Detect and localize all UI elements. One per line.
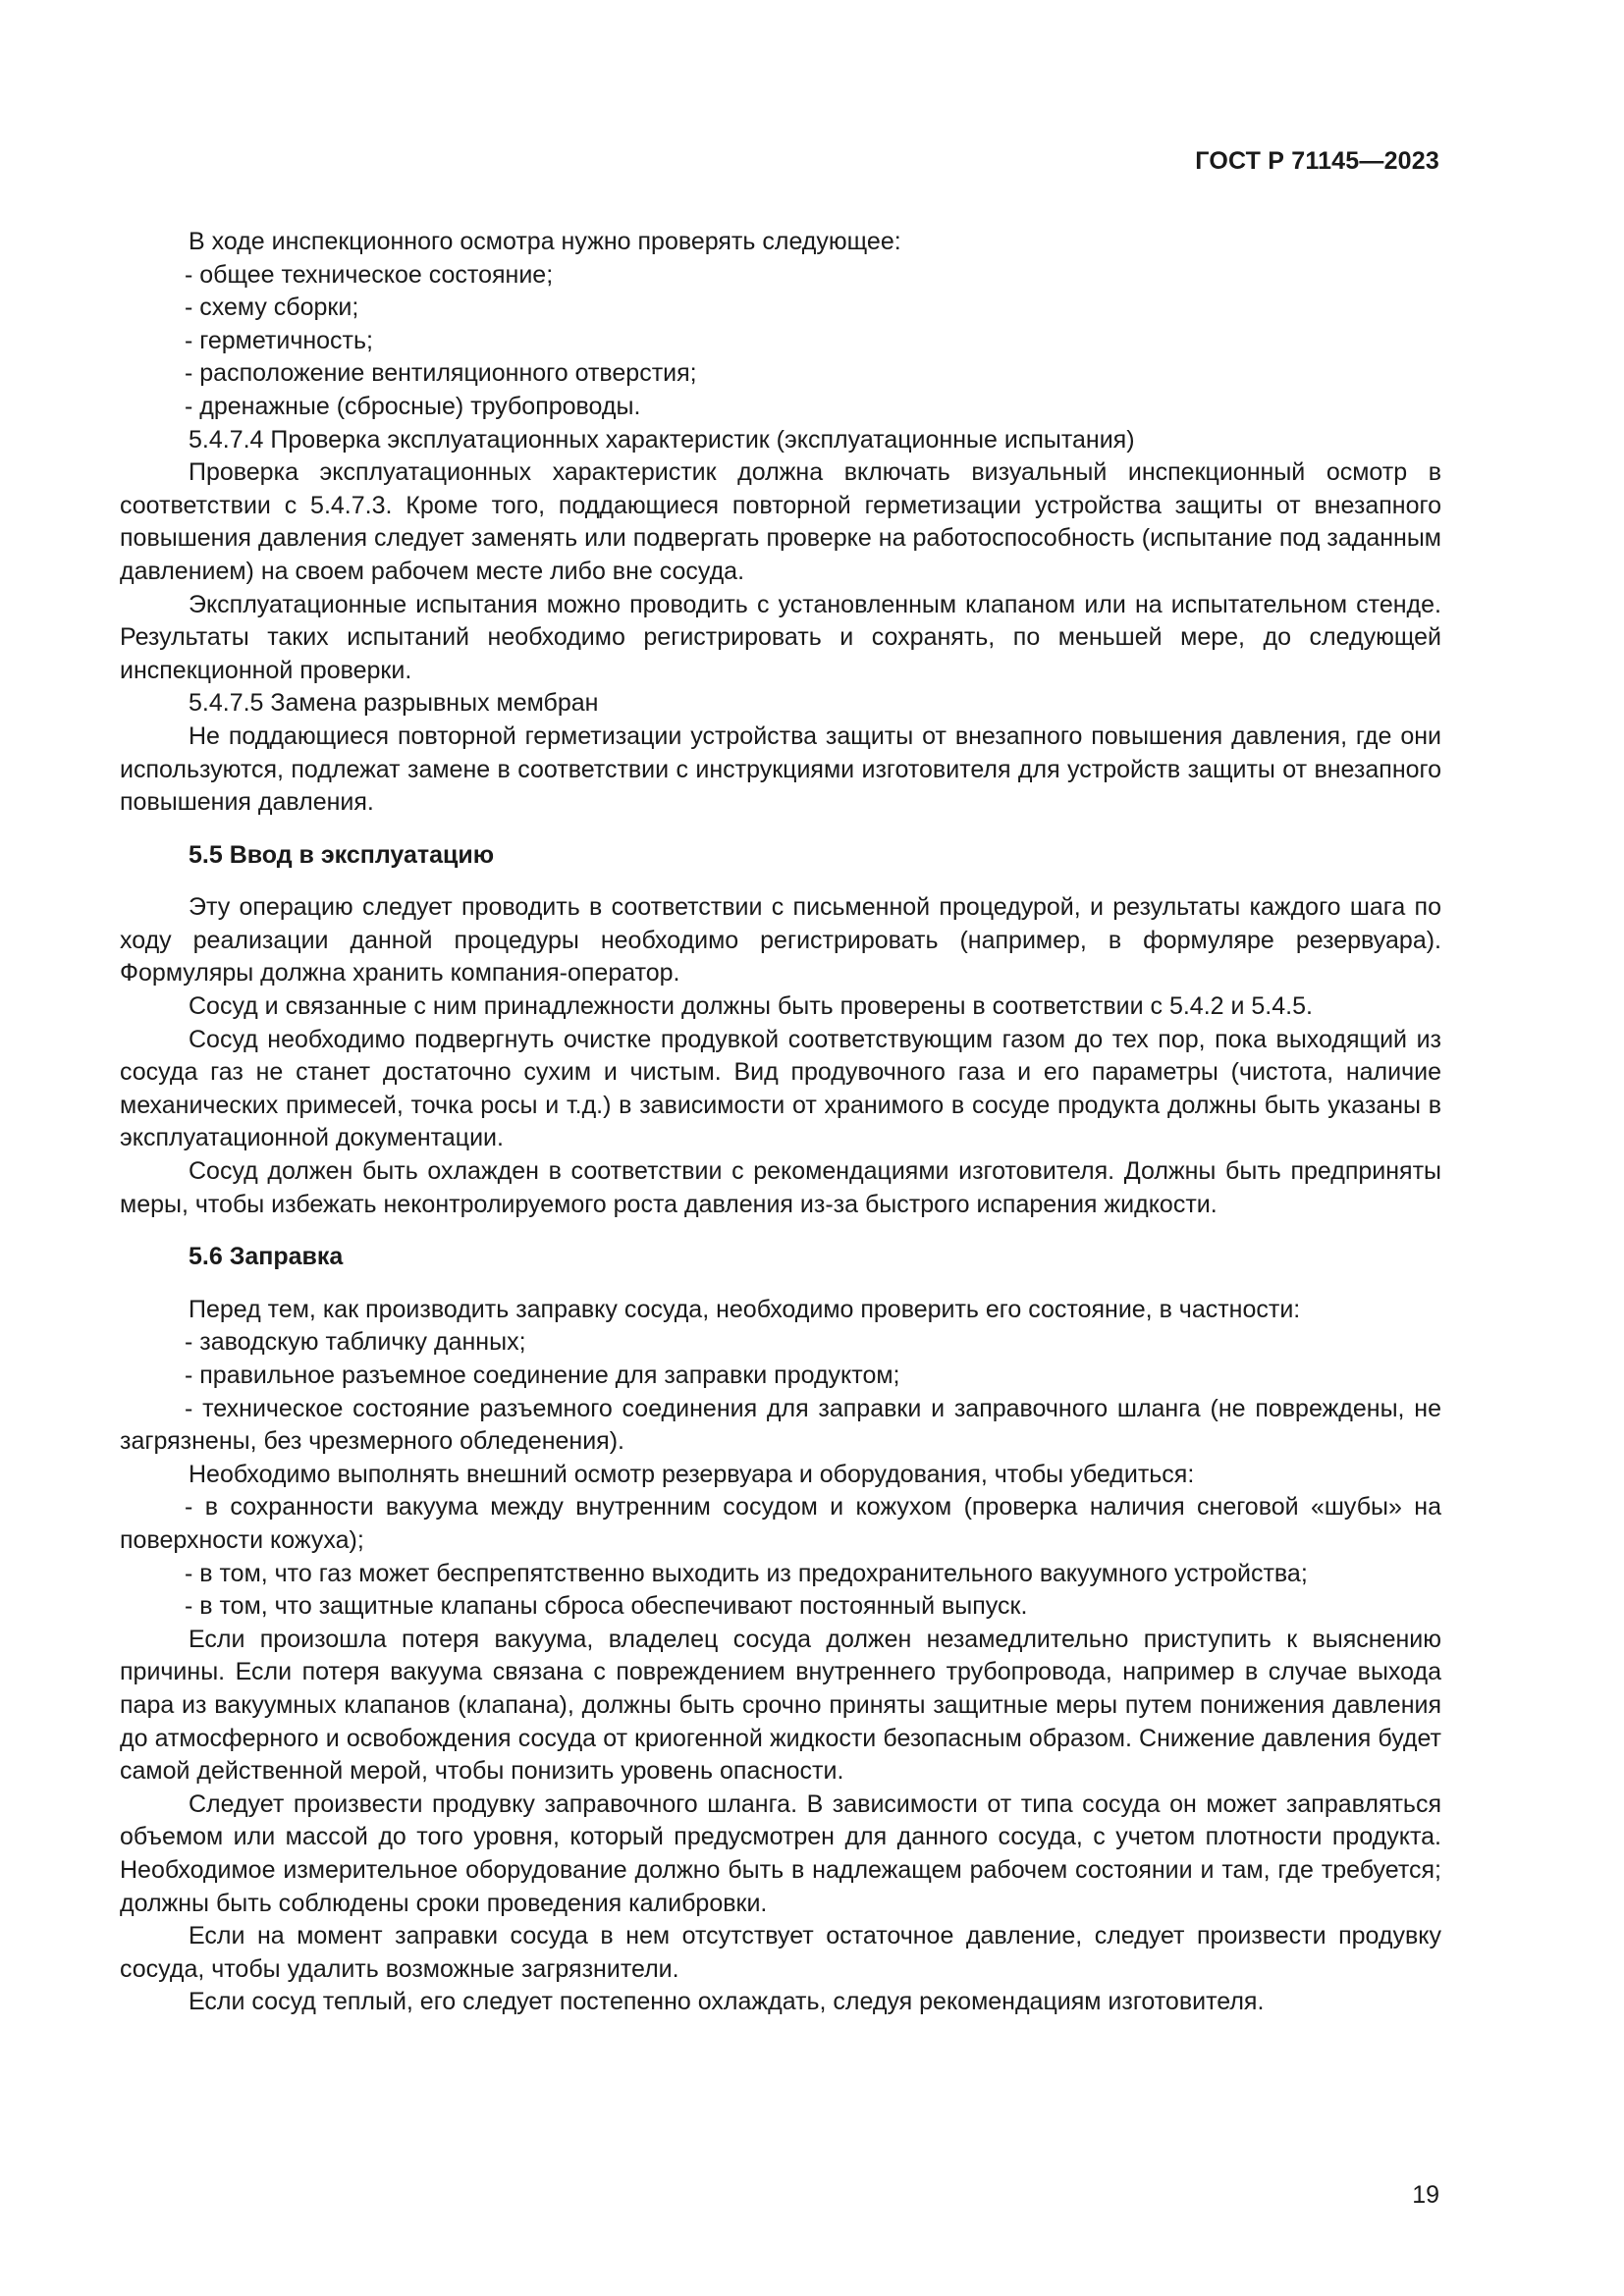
subsection-title: 5.4.7.5 Замена разрывных мембран (189, 689, 599, 718)
list-item: - дренажные (сбросные) трубопроводы. (185, 392, 641, 420)
paragraph: Эту операцию следует проводить в соответствии с письменной процедурой, и результаты каждого шага по ходу реализации данной процедуры необходимо регистрировать (например, в формуляре резервуара). Формуляры должна хранить компания-оператор. (120, 893, 1441, 988)
paragraph: В ходе инспекционного осмотра нужно проверять следующее: (189, 228, 901, 255)
paragraph: Сосуд необходимо подвергнуть очистке продувкой соответствующим газом до тех пор, пока выходящий из сосуда газ не станет достаточно сухим и чистым. Вид продувочного газа и его параметры (чистота, наличие механических примесей, точка росы и т.д.) в зависимости от хранимого в сосуде продукта должны быть указаны в эксплуатационной документации. (120, 1025, 1441, 1152)
list-item: - схему сборки; (185, 294, 359, 322)
subsection-title: 5.4.7.4 Проверка эксплуатационных характеристик (эксплуатационные испытания) (189, 425, 1135, 454)
list-item: - техническое состояние разъемного соединения для заправки и заправочного шланга (не повреждены, не загрязнены, без чрезмерного обледенения). (120, 1394, 1441, 1456)
page-number: 19 (1412, 2181, 1439, 2209)
standard-designation: ГОСТ Р 71145—2023 (1195, 147, 1439, 175)
paragraph: Эксплуатационные испытания можно проводить с установленным клапаном или на испытательном стенде. Результаты таких испытаний необходимо регистрировать и сохранять, по меньшей мере, до следующей инспекционной проверки. (120, 590, 1441, 684)
paragraph: Если на момент заправки сосуда в нем отсутствует остаточное давление, следует произвести продувку сосуда, чтобы удалить возможные загрязнители. (120, 1922, 1441, 1983)
paragraph: Если произошла потеря вакуума, владелец сосуда должен незамедлительно приступить к выяснению причины. Если потеря вакуума связана с повреждением внутреннего трубопровода, например в случае выхода пара из вакуумных клапанов (клапана), должны быть срочно приняты защитные меры путем понижения давления до атмосферного и освобождения сосуда от криогенной жидкости безопасным образом. Снижение давления будет самой действенной мерой, чтобы понизить уровень опасности. (120, 1625, 1441, 1786)
paragraph: Необходимо выполнять внешний осмотр резервуара и оборудования, чтобы убедиться: (189, 1460, 1195, 1488)
document-body (120, 226, 1441, 2019)
paragraph: Следует произвести продувку заправочного шланга. В зависимости от типа сосуда он может заправляться объемом или массой до того уровня, который предусмотрен для данного сосуда, с учетом плотности продукта. Необходимое измерительное оборудование должно быть в надлежащем рабочем состоянии и там, где требуется; должны быть соблюдены сроки проведения калибровки. (120, 1789, 1441, 1917)
paragraph: Если сосуд теплый, его следует постепенно охлаждать, следуя рекомендациям изготовителя. (189, 1988, 1265, 2016)
paragraph: Проверка эксплуатационных характеристик должна включать визуальный инспекционный осмотр в соответствии с 5.4.7.3. Кроме того, поддающиеся повторной герметизации устройства защиты от внезапного повышения давления следует заменять или подвергать проверке на работоспособность (испытание под заданным давлением) на своем рабочем месте либо вне сосуда. (120, 458, 1441, 585)
list-item: - в том, что защитные клапаны сброса обеспечивают постоянный выпуск. (185, 1592, 1028, 1621)
list-item: - правильное разъемное соединение для заправки продуктом; (185, 1362, 900, 1389)
list-item: - общее техническое состояние; (185, 260, 554, 289)
paragraph: Не поддающиеся повторной герметизации устройства защиты от внезапного повышения давления, где они используются, подлежат замене в соответствии с инструкциями изготовителя для устройств защиты от внезапного повышения давления. (120, 721, 1441, 817)
list-item: - герметичность; (185, 326, 373, 354)
list-item: - в том, что газ может беспрепятственно выходить из предохранительного вакуумного устройства; (185, 1559, 1308, 1587)
section-heading: 5.6 Заправка (189, 1243, 344, 1271)
section-heading: 5.5 Ввод в эксплуатацию (189, 840, 495, 869)
list-item: - в сохранности вакуума между внутренним сосудом и кожухом (проверка наличия снеговой «шубы» на поверхности кожуха); (120, 1493, 1441, 1554)
paragraph: Сосуд должен быть охлажден в соответствии с рекомендациями изготовителя. Должны быть предприняты меры, чтобы избежать неконтролируемого роста давления из-за быстрого испарения жидкости. (120, 1157, 1441, 1218)
list-item: - расположение вентиляционного отверстия; (185, 359, 697, 388)
paragraph: Сосуд и связанные с ним принадлежности должны быть проверены в соответствии с 5.4.2 и 5.4.5. (189, 992, 1313, 1021)
list-item: - заводскую табличку данных; (185, 1328, 526, 1357)
paragraph: Перед тем, как производить заправку сосуда, необходимо проверить его состояние, в частности: (189, 1295, 1301, 1323)
